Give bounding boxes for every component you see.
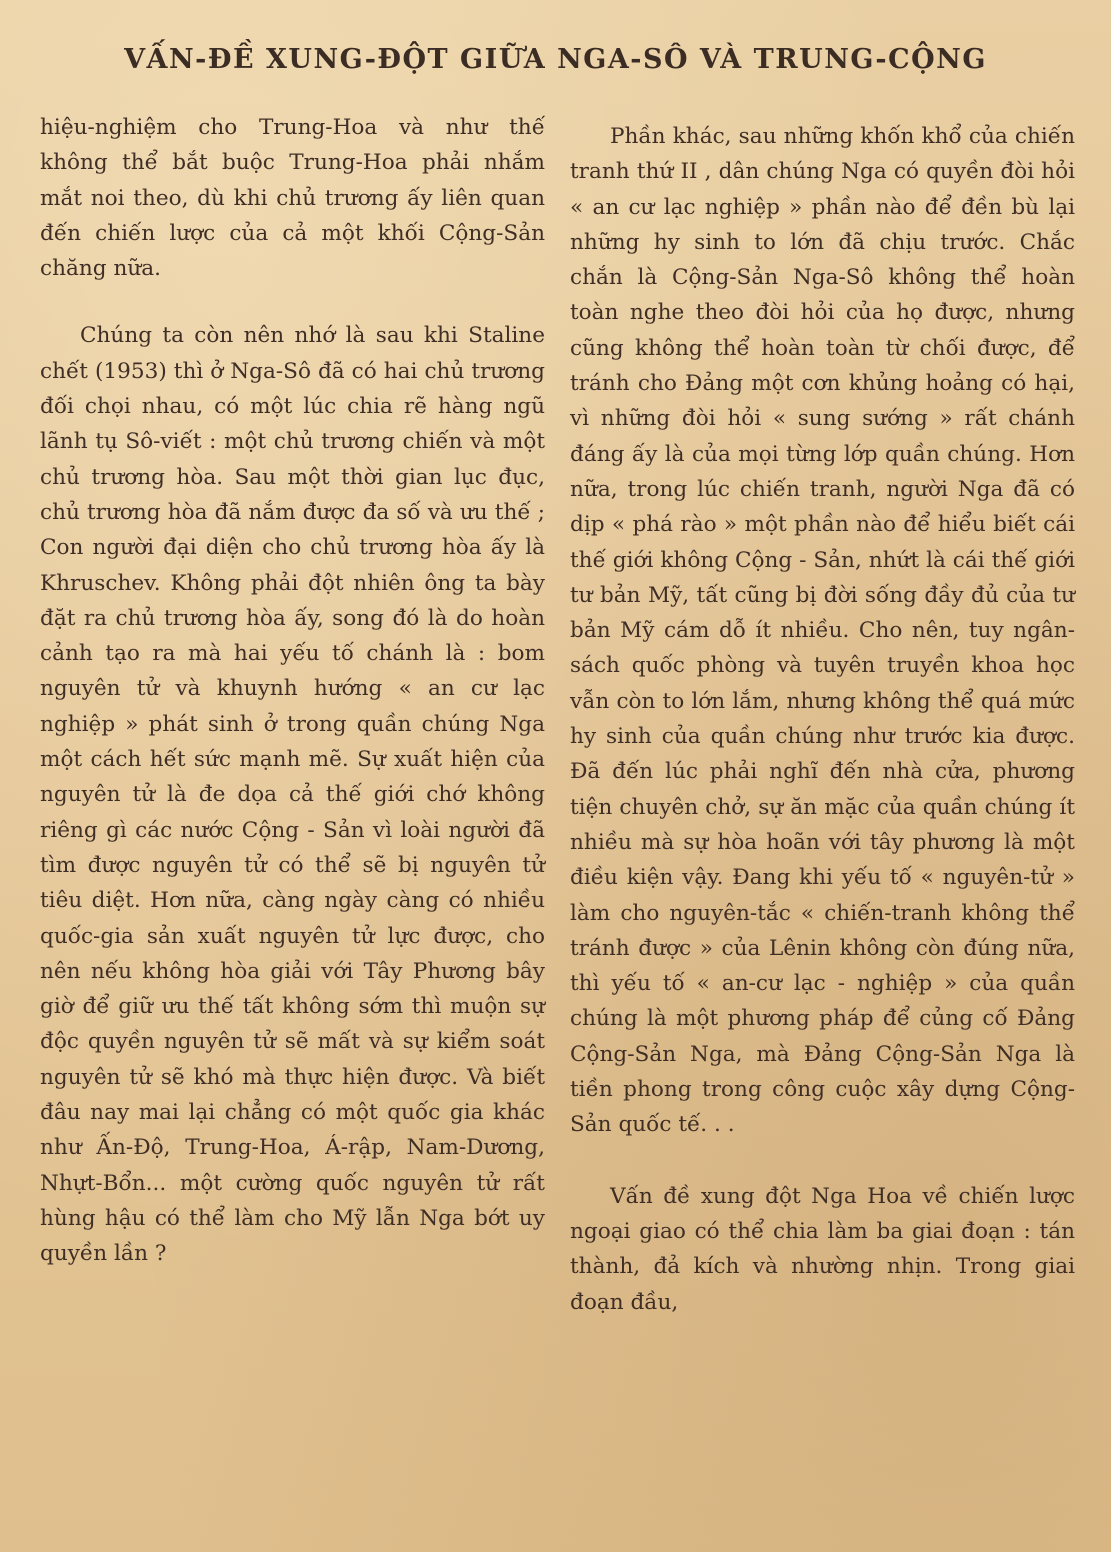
right-column	[570, 119, 1075, 1320]
left-column	[40, 110, 545, 1272]
running-title: VẤN-ĐỀ XUNG-ĐỘT GIỮA NGA-SÔ VÀ TRUNG-CỘNG	[124, 44, 987, 75]
paragraph-gap	[40, 286, 545, 318]
paragraph-left-1: hiệu-nghiệm cho Trung-Hoa và như thế không thể bắt buộc Trung-Hoa phải nhắm mắt noi theo, dù khi chủ trương ấy liên quan đến chiến lược của cả một khối Cộng-Sản chăng nữa.	[40, 115, 545, 282]
paragraph-right-1: Phần khác, sau những khốn khổ của chiến tranh thứ II , dân chúng Nga có quyền đòi hỏi « an cư lạc nghiệp » phần nào để đền bù lại những hy sinh to lớn đã chịu trước. Chắc chắn là Cộng-Sản Nga-Sô không thể hoàn toàn nghe theo đòi hỏi của họ được, nhưng cũng không thể hoàn toàn từ chối được, để tránh cho Đảng một cơn khủng hoảng có hại, vì những đòi hỏi « sung sướng » rất chánh đáng ấy là của mọi từng lớp quần chúng. Hơn nữa, trong lúc chiến tranh, người Nga đã có dịp « phá rào » một phần nào để hiểu biết cái thế giới không Cộng - Sản, nhứt là cái thế giới tư bản Mỹ, tất cũng bị đời sống đầy đủ của tư bản Mỹ cám dỗ ít nhiều. Cho nên, tuy ngân-sách quốc phòng và tuyên truyền khoa học vẫn còn to lớn lắm, nhưng không thể quá mức hy sinh của quần chúng như trước kia được. Đã đến lúc phải nghĩ đến nhà cửa, phương tiện chuyên chở, sự ăn mặc của quần chúng ít nhiều mà sự hòa hoãn với tây phương là một điều kiện vậy. Đang khi yếu tố « nguyên-tử » làm cho nguyên-tắc « chiến-tranh không thể tránh được » của Lênin không còn đúng nữa, thì yếu tố « an-cư lạc - nghiệp » của quần chúng là một phương pháp để củng cố Đảng Cộng-Sản Nga, mà Đảng Cộng-Sản Nga là tiền phong trong công cuộc xây dựng Cộng-Sản quốc tế. . .	[570, 124, 1075, 1138]
paragraph-right-2: Vấn đề xung đột Nga Hoa về chiến lược ngoại giao có thể chia làm ba giai đoạn : tán thành, đả kích và nhường nhịn. Trong giai đoạn đầu,	[570, 1183, 1075, 1315]
paragraph-gap	[570, 1143, 1075, 1179]
paragraph-left-2: Chúng ta còn nên nhớ là sau khi Staline chết (1953) thì ở Nga-Sô đã có hai chủ trương đối chọi nhau, có một lúc chia rẽ hàng ngũ lãnh tụ Sô-viết : một chủ trương chiến và một chủ trương hòa. Sau một thời gian lục đục, chủ trương hòa đã nắm được đa số và ưu thế ; Con người đại diện cho chủ trương hòa ấy là Khruschev. Không phải đột nhiên ông ta bày đặt ra chủ trương hòa ấy, song đó là do hoàn cảnh tạo ra mà hai yếu tố chánh là : bom nguyên tử và khuynh hướng « an cư lạc nghiệp » phát sinh ở trong quần chúng Nga một cách hết sức mạnh mẽ. Sự xuất hiện của nguyên tử là đe dọa cả thế giới chớ không riêng gì các nước Cộng - Sản vì loài người đã tìm được nguyên tử có thể sẽ bị nguyên tử tiêu diệt. Hơn nữa, càng ngày càng có nhiều quốc-gia sản xuất nguyên tử lực được, cho nên nếu không hòa giải với Tây Phương bây giờ để giữ ưu thế tất không sớm thì muộn sự độc quyền nguyên tử sẽ mất và sự kiểm soát nguyên tử sẽ khó mà thực hiện được. Và biết đâu nay mai lại chẳng có một quốc gia khác như Ấn-Độ, Trung-Hoa, Á-rập, Nam-Dương, Nhựt-Bổn... một cường quốc nguyên tử rất hùng hậu có thể làm cho Mỹ lẫn Nga bớt uy quyền lần ?	[40, 323, 545, 1267]
